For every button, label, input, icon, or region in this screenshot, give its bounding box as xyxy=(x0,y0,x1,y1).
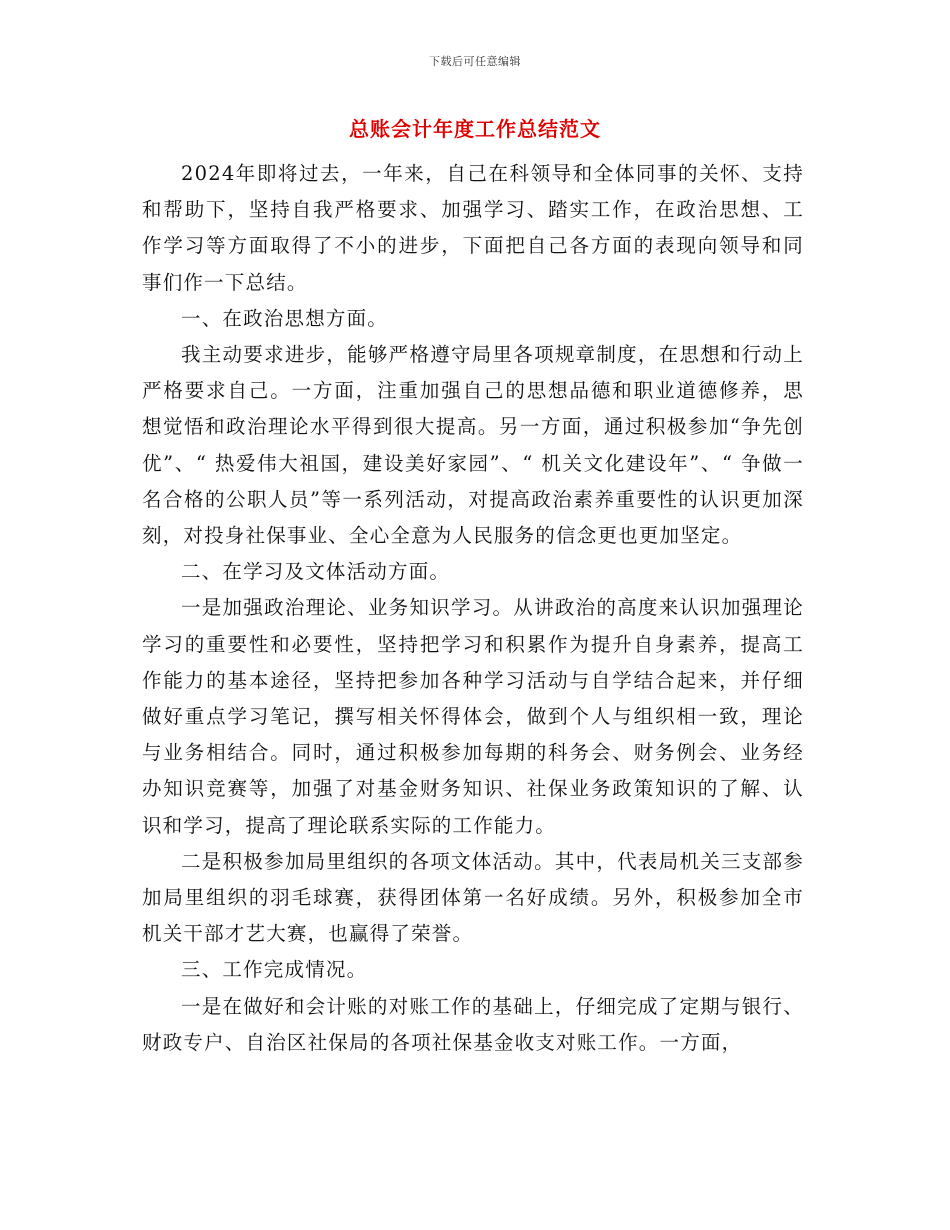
paragraph-study-activities: 二是积极参加局里组织的各项文体活动。其中，代表局机关三支部参加局里组织的羽毛球赛，获得团体第一名好成绩。另外，积极参加全市机关干部才艺大赛，也赢得了荣誉。 xyxy=(142,849,804,946)
paragraph-study-theory: 一是加强政治理论、业务知识学习。从讲政治的高度来认识加强理论学习的重要性和必要性，坚持把学习和积累作为提升自身素养，提高工作能力的基本途径，坚持把参加各种学习活动与自学结合起来，并仔细做好重点学习笔记，撰写相关怀得体会，做到个人与组织相一致，理论与业务相结合。同时，通过积极参加每期的科务会、财务例会、业务经办知识竞赛等，加强了对基金财务知识、社保业务政策知识的了解、认识和学习，提高了理论联系实际的工作能力。 xyxy=(142,596,804,837)
paragraph-intro: 2024年即将过去，一年来，自己在科领导和全体同事的关怀、支持和帮助下，坚持自我严格要求、加强学习、踏实工作，在政治思想、工作学习等方面取得了不小的进步，下面把自己各方面的表现向领导和同事们作一下总结。 xyxy=(142,162,804,294)
section-heading-work: 三、工作完成情况。 xyxy=(181,958,368,982)
paragraph-work: 一是在做好和会计账的对账工作的基础上，仔细完成了定期与银行、财政专户、自治区社保局的各项社保基金收支对账工作。一方面， xyxy=(142,994,804,1054)
page-header-note: 下载后可任意编辑 xyxy=(429,55,521,68)
document-title: 总账会计年度工作总结范文 xyxy=(349,117,601,141)
section-heading-political: 一、在政治思想方面。 xyxy=(181,306,389,330)
section-heading-study: 二、在学习及文体活动方面。 xyxy=(181,560,451,584)
document-body xyxy=(142,156,804,1061)
paragraph-political: 我主动要求进步，能够严格遵守局里各项规章制度，在思想和行动上严格要求自己。一方面，注重加强自己的思想品德和职业道德修养，思想觉悟和政治理论水平得到很大提高。另一方面，通过积极参加“争先创优”、“ 热爱伟大祖国，建设美好家园”、“ 机关文化建设年”、“ 争做一名合格的公职人员”等一系列活动，对提高政治素养重要性的认识更加深刻，对投身社保事业、全心全意为人民服务的信念更也更加坚定。 xyxy=(142,343,804,548)
